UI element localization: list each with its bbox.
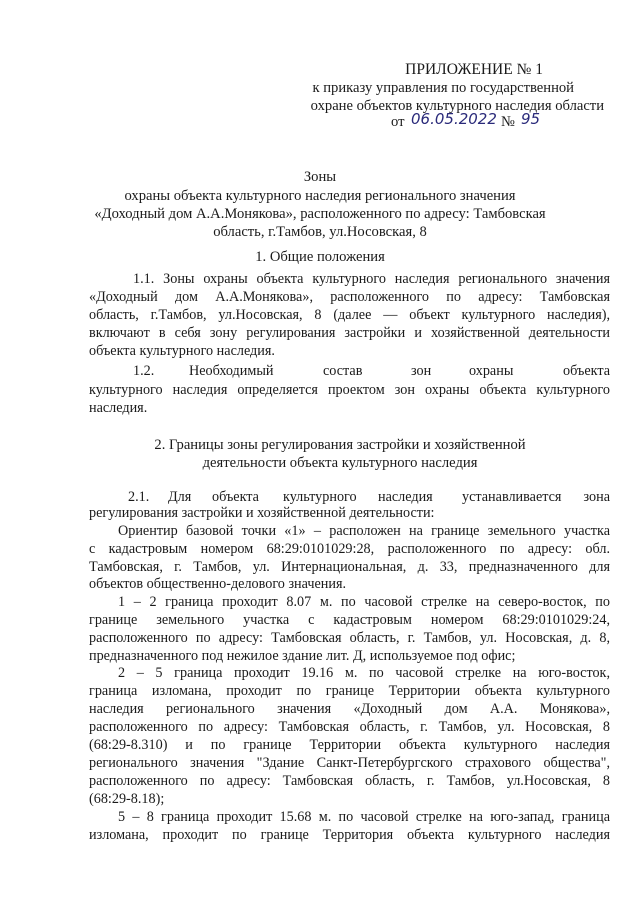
s1-p1-line-1: 1.1. Зоны охраны объекта культурного наследия регионального значения <box>133 271 610 287</box>
s1-p2-word: охраны <box>469 363 514 379</box>
s2-p4-line-4: расположенного по адресу: Тамбовская область, г. Тамбов, ул. Носовская, 8 <box>89 719 610 735</box>
appendix-title: ПРИЛОЖЕНИЕ № 1 <box>405 61 543 78</box>
s1-p1-line-5: объекта культурного наследия. <box>89 343 275 359</box>
s2-p1-word: зона <box>583 489 610 505</box>
s1-p1-line-4: включают в себя зону регулирования застройки и хозяйственной деятельности <box>89 325 610 341</box>
s1-p2-word: состав <box>323 363 363 379</box>
s2-p4-line-6: регионального значения "Здание Санкт-Петербургского страхового общества", <box>89 755 610 771</box>
s2-p4-line-7: расположенного по адресу: Тамбовская область, г. Тамбов, ул.Носовская, 8 <box>89 773 610 789</box>
handwritten-date: 06.05.2022 <box>411 110 497 128</box>
handwritten-number: 95 <box>521 110 541 128</box>
section-1-heading: 1. Общие положения <box>255 249 385 265</box>
s1-p2-word: 1.2. <box>133 363 155 379</box>
order-date-line <box>391 110 571 137</box>
s2-p4-line-1: 2 – 5 граница проходит 19.16 м. по часовой стрелке на юго-восток, <box>118 665 610 681</box>
s2-p1-word: 2.1. <box>128 489 150 505</box>
number-label: № <box>501 114 515 130</box>
s2-p3-line-4: предназначенного под нежилое здание лит. Д, используемое под офис; <box>89 648 516 664</box>
s1-p1-line-3: область, г.Тамбов, ул.Носовская, 8 (далее — объект культурного наследия), <box>89 307 610 323</box>
s1-p2-word: объекта <box>563 363 610 379</box>
s2-p2-line-1: Ориентир базовой точки «1» – расположен на границе земельного участка <box>118 523 610 539</box>
s2-p2-line-3: Тамбовская, г. Тамбов, ул. Интернациональная, д. 33, предназначенного для <box>89 559 610 575</box>
s2-p1-word: устанавливается <box>462 489 562 505</box>
order-line-1: к приказу управления по государственной <box>312 80 574 96</box>
s2-p1-word: Для <box>168 489 192 505</box>
s2-p5-line-2: изломана, проходит по границе Территория объекта культурного наследия <box>89 827 610 843</box>
s1-p2-first-line <box>133 364 610 380</box>
s2-p4-line-8: (68:29-8.18); <box>89 791 165 807</box>
s2-p5-line-1: 5 – 8 граница проходит 15.68 м. по часовой стрелке на юго-запад, граница <box>118 809 610 825</box>
s2-p3-line-1: 1 – 2 граница проходит 8.07 м. по часовой стрелке на северо-восток, по <box>118 594 610 610</box>
s2-p4-line-2: граница изломана, проходит по границе Территории объекта культурного <box>89 683 610 699</box>
from-label: от <box>391 114 405 130</box>
s1-p1-line-2: «Доходный дом А.А.Монякова», расположенного по адресу: Тамбовская <box>89 289 610 305</box>
s2-p1-word: культурного <box>283 489 357 505</box>
s1-p2-word: Необходимый <box>189 363 274 379</box>
s2-p2-line-4: объектов общественно-делового значения. <box>89 576 347 592</box>
section-2-heading-line-1: 2. Границы зоны регулирования застройки и хозяйственной <box>154 437 526 453</box>
title-line-3: «Доходный дом А.А.Монякова», расположенного по адресу: Тамбовская <box>94 206 546 222</box>
title-line-4: область, г.Тамбов, ул.Носовская, 8 <box>213 224 427 240</box>
s2-p1-first-line <box>128 490 610 506</box>
s2-p2-line-2: с кадастровым номером 68:29:0101029:28, расположенного по адресу: обл. <box>89 541 610 557</box>
s1-p2-line-3: наследия. <box>89 400 148 416</box>
order-line-2: охране объектов культурного наследия области <box>310 98 604 114</box>
s2-p1-line-2: регулирования застройки и хозяйственной деятельности: <box>89 505 435 521</box>
s2-p3-line-3: расположенного по адресу: Тамбовская область, г. Тамбов, ул. Носовская, д. 8, <box>89 630 610 646</box>
title-line-1: Зоны <box>303 169 337 185</box>
s2-p1-word: объекта <box>212 489 259 505</box>
title-line-2: охраны объекта культурного наследия регионального значения <box>124 188 516 204</box>
s1-p2-line-2: культурного наследия определяется проектом зон охраны объекта культурного <box>89 382 610 398</box>
s2-p1-word: наследия <box>378 489 433 505</box>
s2-p4-line-3: наследия регионального значения «Доходный дом А.А. Монякова», <box>89 701 610 717</box>
section-2-heading-line-2: деятельности объекта культурного наследия <box>202 455 478 471</box>
s1-p2-word: зон <box>411 363 432 379</box>
s2-p3-line-2: границе земельного участка с кадастровым номером 68:29:0101029:24, <box>89 612 610 628</box>
s2-p4-line-5: (68:29-8.310) и по границе Территории объекта культурного наследия <box>89 737 610 753</box>
